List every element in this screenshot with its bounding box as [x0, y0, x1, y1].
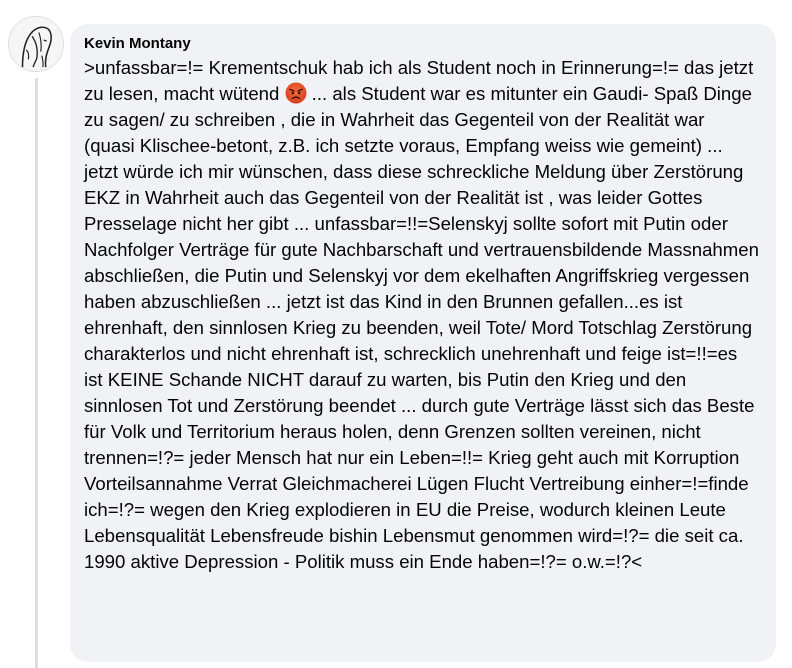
- sketch-face-avatar-icon: [9, 17, 63, 71]
- angry-face-emoji-icon: [285, 82, 307, 104]
- comment-author-name[interactable]: Kevin Montany: [84, 35, 191, 52]
- comment-bubble: [70, 24, 776, 662]
- reply-thread-line: [35, 78, 38, 668]
- comment-text-part-1: >unfassbar=!= Krementschuk hab ich als Student noch in Erinnerung=!= das jetzt zu lesen, macht wütend: [84, 57, 754, 104]
- avatar[interactable]: [8, 16, 64, 72]
- comment-text-part-2: ... als Student war es mitunter ein Gaudi- Spaß Dinge zu sagen/ zu schreiben , die in Wahrheit das Gegenteil von der Realität war (quasi Klischee-betont, z.B. ich setzte voraus, Empfang weiss wie gemeint) ... jetzt würde ich mir wünschen, dass diese schreckliche Meldung über Zerstörung EKZ in Wahrheit auch das Gegenteil von der Realität ist , was leider Gottes Presselage nicht her gibt ... unfassbar=!!=Selenskyj sollte sofort mit Putin oder Nachfolger Verträge für gute Nachbarschaft und vertrauensbildende Massnahmen abschließen, die Putin und Selenskyj vor dem ekelhaften Angriffskrieg vergessen haben abzuschließen ... jetzt ist das Kind in den Brunnen gefallen...es ist ehrenhaft, den sinnlosen Krieg zu beenden, weil Tote/ Mord Totschlag Zerstörung charakterlos und nicht ehrenhaft ist, schrecklich unehrenhaft und feige ist=!!=es ist KEINE Schande NICHT darauf zu warten, bis Putin den Krieg und den sinnlosen Tot und Zerstörung beendet ... durch gute Verträge lässt sich das Beste für Volk und Territorium heraus holen, denn Grenzen sollten vereinen, nicht trennen=!?= jeder Mensch hat nur ein Leben=!!= Krieg geht auch mit Korruption Vorteilsannahme Verrat Gleichmacherei Lügen Flucht Vertreibung einher=!=finde ich=!?= wegen den Krieg explodieren in EU die Preise, wodurch kleinen Leute Lebensqualität Lebensfreude bishin Lebensmut genommen wird=!?= die seit ca. 1990 aktive Depression - Politik muss ein Ende haben=!?= o.w.=!?<: [84, 83, 759, 572]
- comment-text: [84, 55, 760, 575]
